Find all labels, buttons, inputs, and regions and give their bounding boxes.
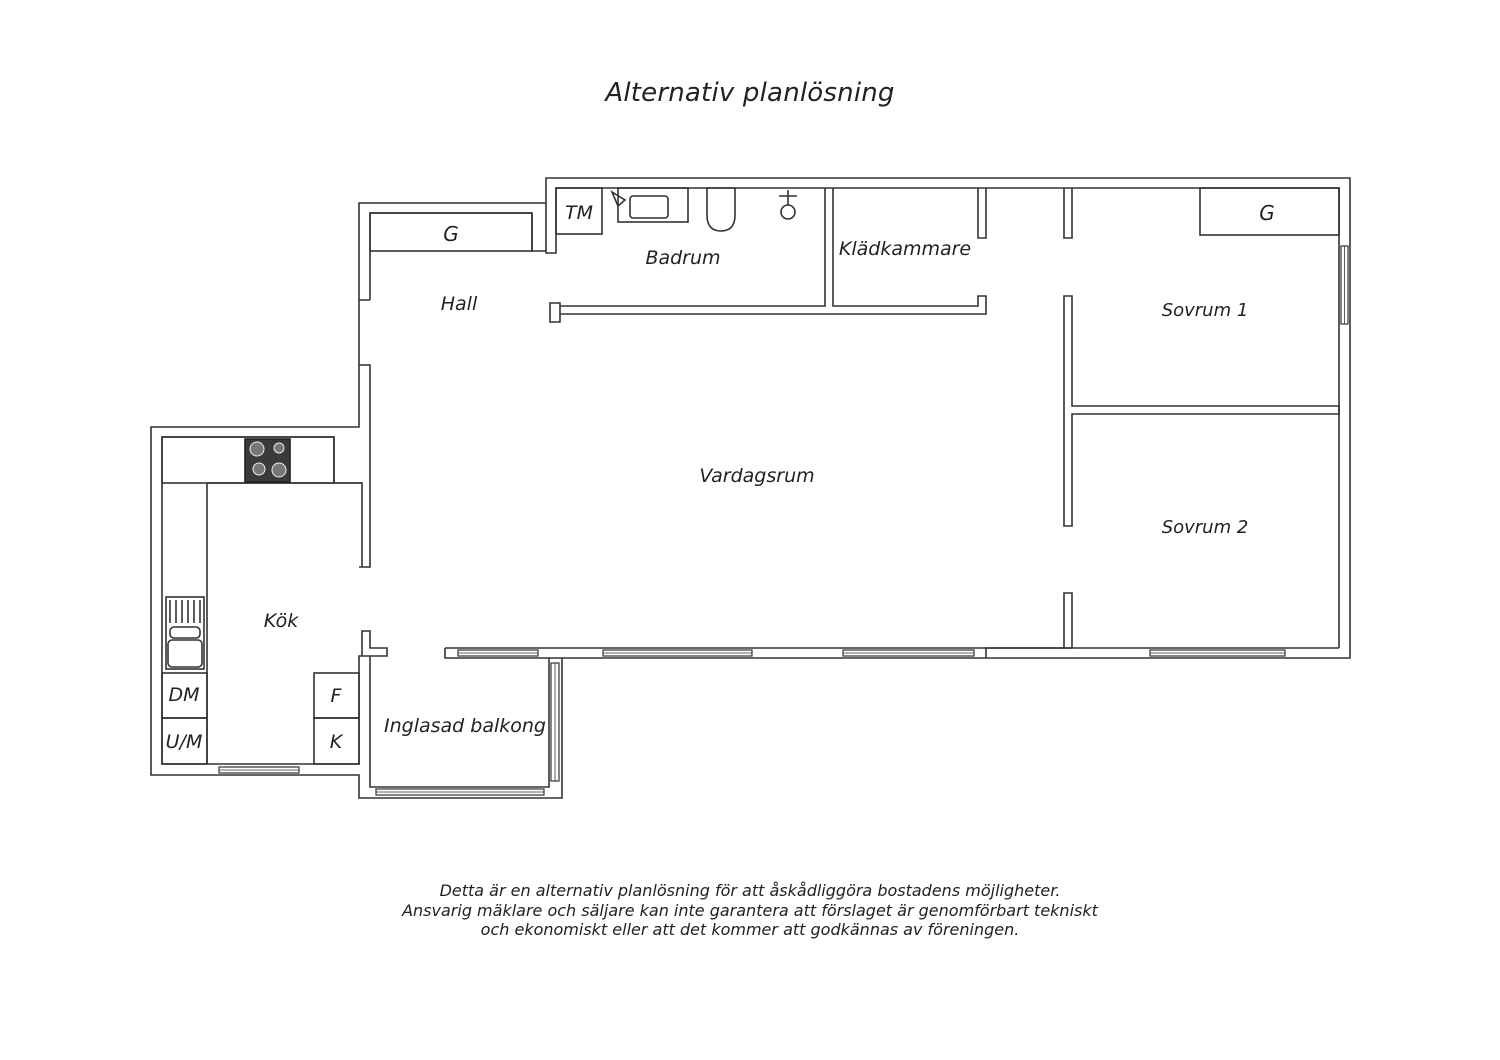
freezer-label: F: [330, 685, 342, 707]
dishwasher-label: DM: [168, 684, 200, 706]
disclaimer-line-1: Detta är en alternativ planlösning för att åskådliggöra bostadens möjligheter.: [439, 881, 1061, 900]
closet-label: Klädkammare: [838, 238, 972, 260]
toilet: [707, 188, 735, 231]
page-title: Alternativ planlösning: [605, 78, 895, 108]
bathroom-sink-counter: [618, 188, 688, 222]
disclaimer-line-3: och ekonomiskt eller att det kommer att godkännas av föreningen.: [480, 920, 1020, 939]
balcony-label: Inglasad balkong: [384, 715, 546, 737]
laundry-label: TM: [565, 202, 593, 224]
disclaimer: [0, 881, 1500, 940]
microwave-label: U/M: [165, 731, 203, 753]
kitchen-sink: [166, 597, 204, 669]
fridge-label: K: [329, 731, 343, 753]
kitchen-label: Kök: [263, 610, 299, 632]
disclaimer-line-2: Ansvarig mäklare och säljare kan inte garantera att förslaget är genomförbart tekniskt: [402, 900, 1098, 920]
bedroom1-wardrobe-label: G: [1259, 201, 1275, 225]
living-room-label: Vardagsrum: [699, 465, 815, 487]
bedroom2-label: Sovrum 2: [1161, 517, 1249, 538]
hall-label: Hall: [440, 293, 478, 315]
bathroom-sink: [630, 196, 668, 218]
hall-wardrobe-label: G: [443, 222, 459, 246]
shower-head: [781, 205, 795, 219]
bedroom1-label: Sovrum 1: [1161, 300, 1249, 321]
bathroom-label: Badrum: [645, 247, 721, 269]
